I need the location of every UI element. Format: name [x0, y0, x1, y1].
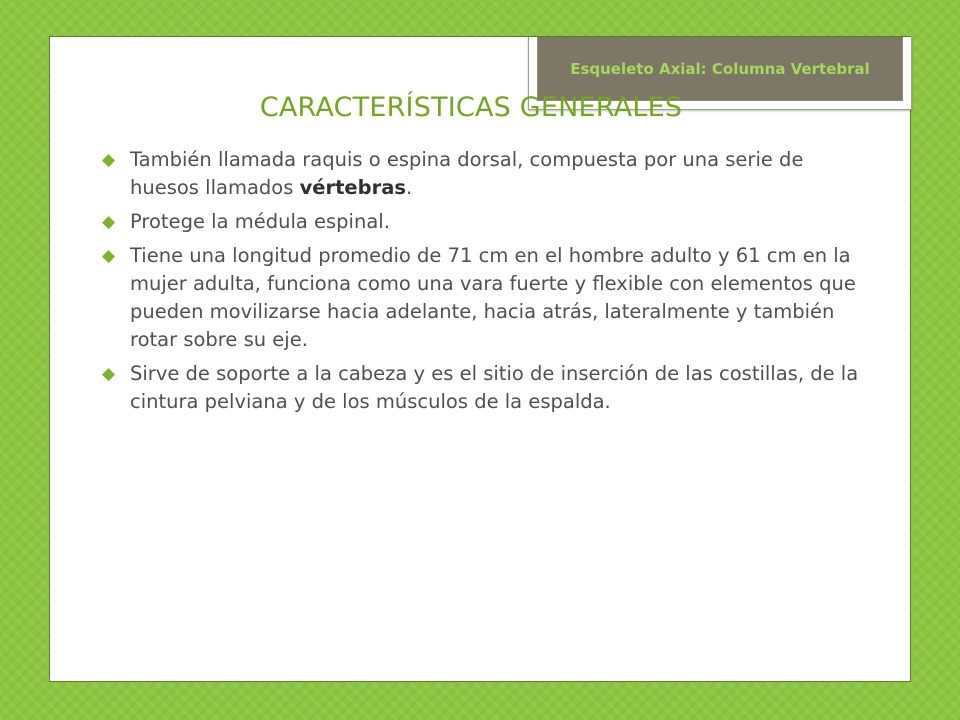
- triangle-bullet-icon: ◆: [102, 212, 116, 232]
- triangle-bullet-icon: ◆: [102, 246, 116, 266]
- triangle-bullet-icon: ◆: [102, 150, 116, 170]
- triangle-bullet-icon: ◆: [102, 364, 116, 384]
- bullet-item: [100, 242, 860, 354]
- bullet-item: [100, 146, 860, 202]
- bullet-text-end: .: [406, 176, 413, 199]
- slide-title: CARACTERÍSTICAS GENERALES: [259, 92, 683, 123]
- bullet-bold-term: vértebras: [299, 176, 407, 199]
- bullet-text: Tiene una longitud promedio de 71 cm en el hombre adulto y 61 cm en la mujer adulta, funciona como una vara fuerte y flexible con elementos que pueden movilizarse hacia adelante, hacia atrás, lateralmente y también rotar sobre su eje.: [130, 244, 856, 351]
- bullet-item: [100, 360, 860, 416]
- bullet-text: Sirve de soporte a la cabeza y es el sitio de inserción de las costillas, de la cintura pelviana y de los músculos de la espalda.: [130, 362, 859, 413]
- bullet-item: [100, 208, 860, 236]
- bullet-list: [100, 146, 860, 422]
- bullet-text: También llamada raquis o espina dorsal, compuesta por una serie de huesos llamados: [130, 148, 804, 199]
- header-tab-title: Esqueleto Axial: Columna Vertebral: [570, 59, 870, 78]
- bullet-text: Protege la médula espinal.: [130, 210, 390, 233]
